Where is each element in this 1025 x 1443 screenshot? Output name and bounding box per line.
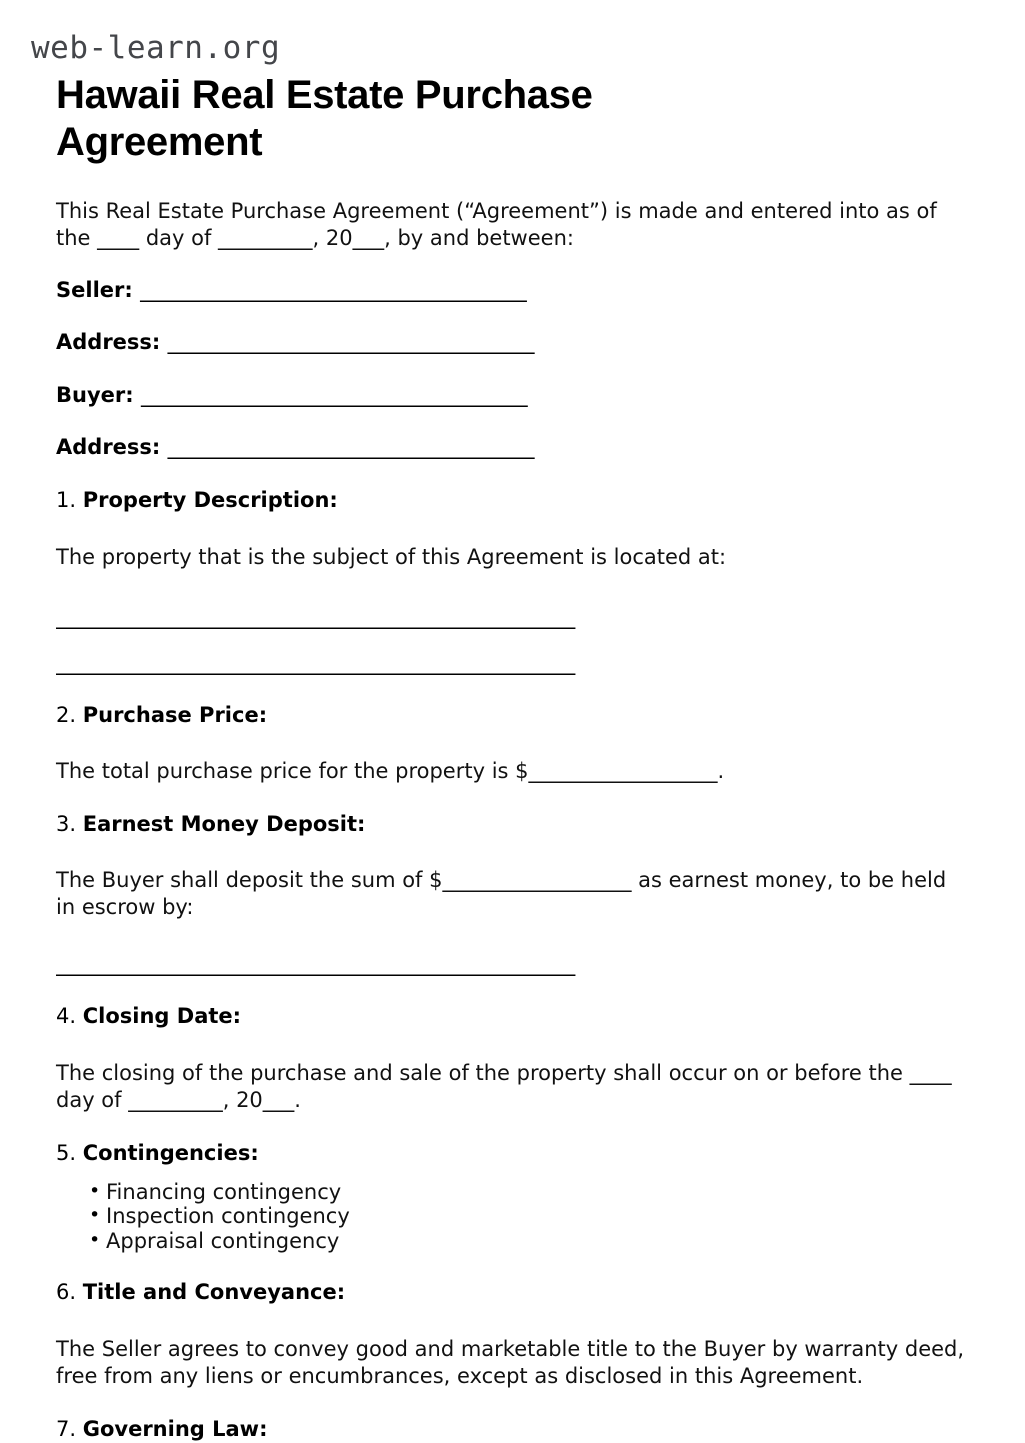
section-body-4: The closing of the purchase and sale of the property shall occur on or before the ____ day of _________, 20___. <box>56 1060 952 1112</box>
section-title-3: Earnest Money Deposit: <box>82 812 366 837</box>
section-body-3: The Buyer shall deposit the sum of $__________________ as earnest money, to be held in escrow by: <box>56 868 947 920</box>
list-item: • Inspection contingency <box>106 1204 968 1229</box>
party-fill-seller-address[interactable]: _____________________________________ <box>167 330 534 355</box>
party-field-buyer <box>56 382 968 409</box>
party-field-seller <box>56 277 968 304</box>
section-title-5: Contingencies: <box>82 1140 259 1165</box>
section-1-fill-line-1[interactable]: ______________________________________________________ <box>56 605 575 630</box>
section-title-1: Property Description: <box>82 488 338 513</box>
party-field-buyer-address <box>56 434 968 461</box>
party-fill-buyer-address[interactable]: _____________________________________ <box>167 435 534 460</box>
section-heading-6 <box>56 1279 968 1306</box>
site-watermark: web-learn.org <box>31 30 281 66</box>
section-heading-5 <box>56 1140 968 1167</box>
section-title-7: Governing Law: <box>82 1416 268 1441</box>
party-fill-seller[interactable]: _______________________________________ <box>140 278 527 303</box>
party-field-seller-address <box>56 329 968 356</box>
page-title: Hawaii Real Estate Purchase Agreement <box>56 73 593 165</box>
party-fill-buyer[interactable]: _______________________________________ <box>140 382 528 407</box>
section-number-7: 7. <box>56 1416 77 1441</box>
section-number-3: 3. <box>56 812 77 837</box>
section-heading-2 <box>56 702 968 729</box>
intro-paragraph: This Real Estate Purchase Agreement (“Agreement”) is made and entered into as of the ____ day of _________, 20___, by and between: <box>56 199 937 251</box>
section-title-2: Purchase Price: <box>82 702 268 727</box>
section-heading-4 <box>56 1003 968 1030</box>
section-heading-1 <box>56 487 968 514</box>
document-body <box>56 72 968 1443</box>
section-number-4: 4. <box>56 1004 77 1029</box>
section-1-fill-line-2[interactable]: ______________________________________________________ <box>56 650 575 675</box>
section-body-1: The property that is the subject of this Agreement is located at: <box>56 544 727 569</box>
section-body-2: The total purchase price for the property is $__________________. <box>56 759 725 784</box>
party-label-buyer: Buyer: <box>56 382 134 407</box>
section-3-fill-line-1[interactable]: ______________________________________________________ <box>56 952 575 977</box>
section-number-5: 5. <box>56 1140 77 1165</box>
party-label-buyer-address: Address: <box>56 435 161 460</box>
section-heading-7 <box>56 1416 968 1443</box>
section-title-6: Title and Conveyance: <box>82 1280 346 1305</box>
section-number-6: 6. <box>56 1280 77 1305</box>
section-number-1: 1. <box>56 488 77 513</box>
list-item: • Financing contingency <box>106 1180 968 1205</box>
list-item: • Appraisal contingency <box>106 1229 968 1254</box>
section-title-4: Closing Date: <box>82 1004 242 1029</box>
section-number-2: 2. <box>56 702 77 727</box>
party-label-seller: Seller: <box>56 278 133 303</box>
party-label-seller-address: Address: <box>56 330 161 355</box>
contingencies-list <box>56 1180 968 1254</box>
section-body-6: The Seller agrees to convey good and marketable title to the Buyer by warranty deed, free from any liens or encumbrances, except as disclosed in this Agreement. <box>56 1336 965 1388</box>
section-heading-3 <box>56 811 968 838</box>
